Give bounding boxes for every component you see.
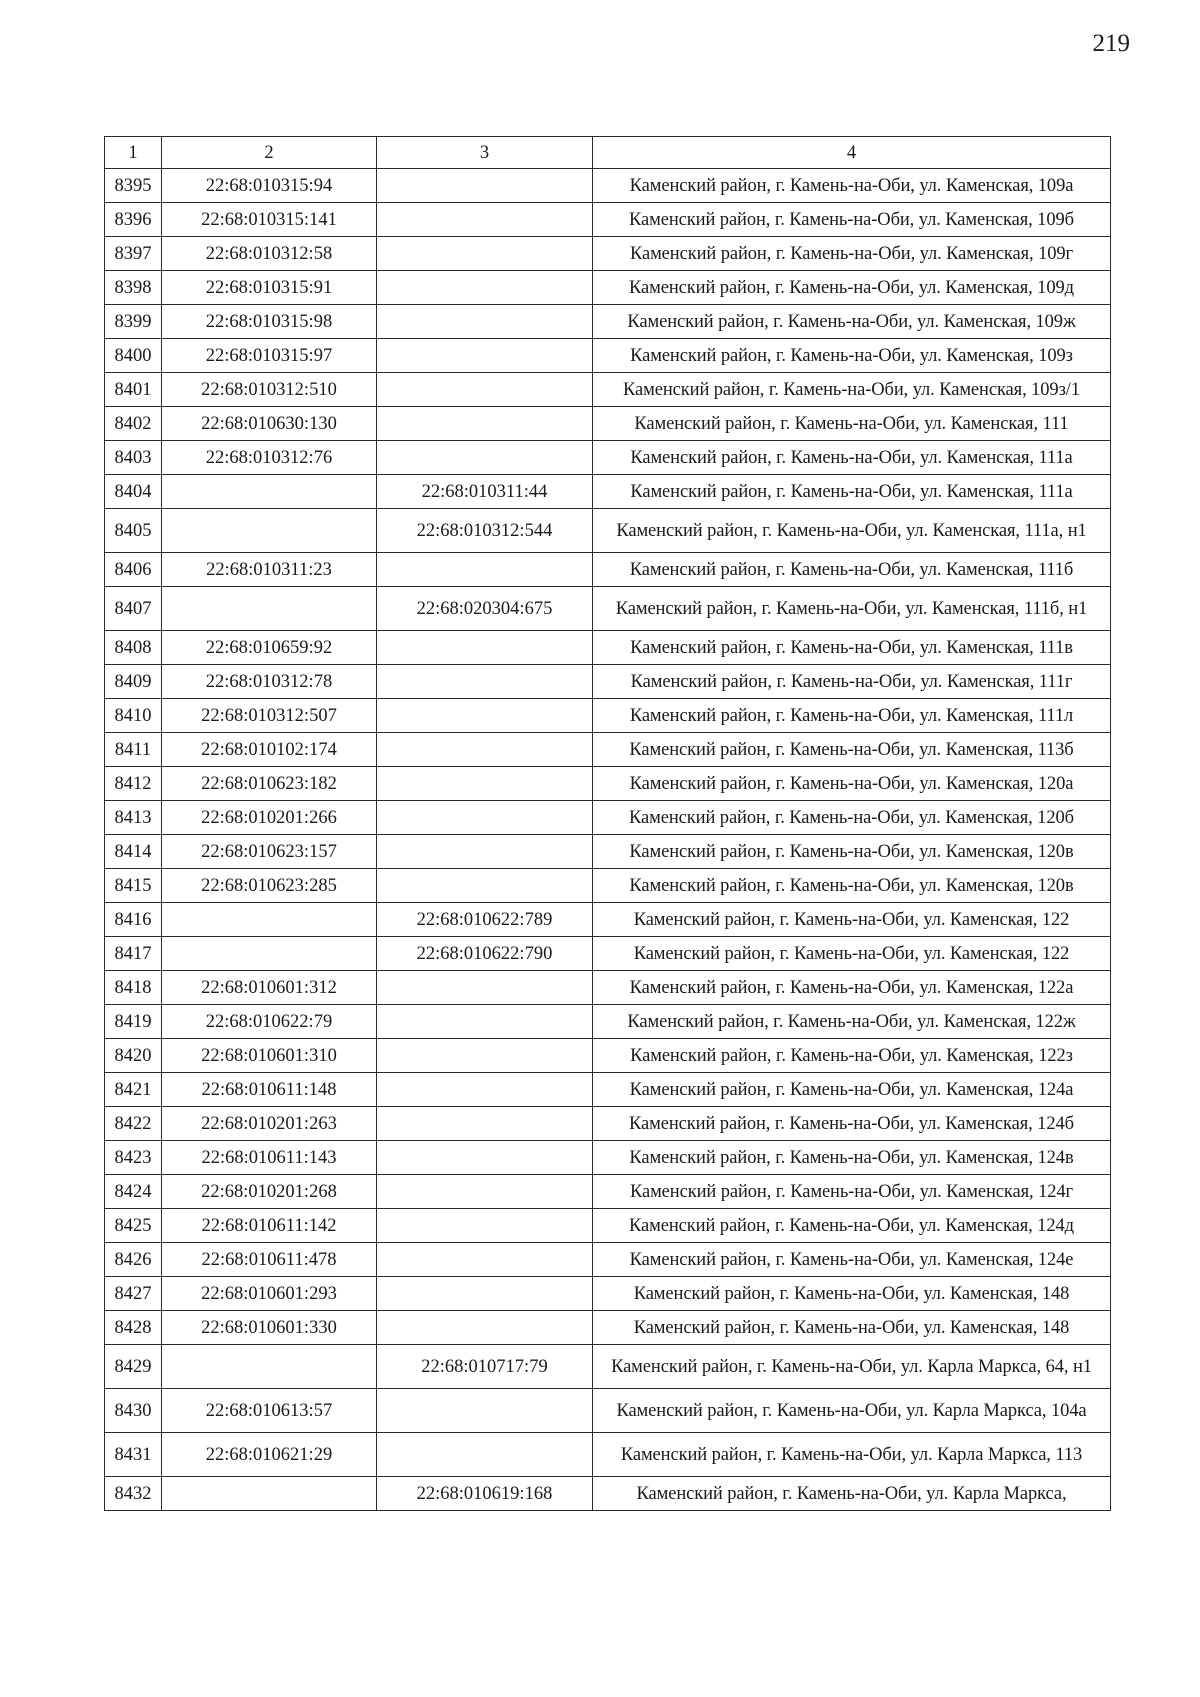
page-number: 219 [1092,30,1130,57]
row-number-cell: 8414 [105,835,162,869]
address-cell: Каменский район, г. Камень-на-Оби, ул. Каменская, 148 [593,1277,1111,1311]
row-number-cell: 8419 [105,1005,162,1039]
address-cell: Каменский район, г. Камень-на-Оби, ул. Каменская, 111г [593,665,1111,699]
row-number-cell: 8415 [105,869,162,903]
cadastral-number-alt-cell: 22:68:010717:79 [377,1345,593,1389]
row-number-cell: 8422 [105,1107,162,1141]
table-row [105,169,1111,203]
table-row [105,475,1111,509]
table-row [105,1389,1111,1433]
cadastral-number-cell: 22:68:010315:94 [162,169,377,203]
cadastral-number-alt-cell [377,169,593,203]
row-number-cell: 8429 [105,1345,162,1389]
row-number-cell: 8416 [105,903,162,937]
header-cell-4: 4 [593,137,1111,169]
table-row [105,1107,1111,1141]
cadastral-number-cell: 22:68:010312:510 [162,373,377,407]
table-row [105,835,1111,869]
address-cell: Каменский район, г. Камень-на-Оби, ул. Каменская, 122 [593,903,1111,937]
address-cell: Каменский район, г. Камень-на-Оби, ул. Каменская, 111б [593,553,1111,587]
cadastral-number-cell: 22:68:010611:478 [162,1243,377,1277]
header-cell-3: 3 [377,137,593,169]
row-number-cell: 8432 [105,1477,162,1511]
row-number-cell: 8424 [105,1175,162,1209]
address-cell: Каменский район, г. Камень-на-Оби, ул. Каменская, 111 [593,407,1111,441]
cadastral-number-cell: 22:68:010621:29 [162,1433,377,1477]
cadastral-number-cell: 22:68:010311:23 [162,553,377,587]
address-cell: Каменский район, г. Камень-на-Оби, ул. Карла Маркса, 104а [593,1389,1111,1433]
row-number-cell: 8404 [105,475,162,509]
table-row [105,971,1111,1005]
cadastral-number-alt-cell [377,553,593,587]
row-number-cell: 8425 [105,1209,162,1243]
cadastral-number-alt-cell [377,767,593,801]
cadastral-number-cell: 22:68:010201:263 [162,1107,377,1141]
cadastral-number-cell: 22:68:010611:142 [162,1209,377,1243]
address-cell: Каменский район, г. Камень-на-Оби, ул. Каменская, 122з [593,1039,1111,1073]
cadastral-number-cell: 22:68:010102:174 [162,733,377,767]
address-cell: Каменский район, г. Камень-на-Оби, ул. Каменская, 148 [593,1311,1111,1345]
cadastral-number-alt-cell [377,1141,593,1175]
cadastral-number-cell: 22:68:010315:98 [162,305,377,339]
cadastral-number-alt-cell: 22:68:020304:675 [377,587,593,631]
address-cell: Каменский район, г. Камень-на-Оби, ул. Карла Маркса, 64, н1 [593,1345,1111,1389]
row-number-cell: 8423 [105,1141,162,1175]
row-number-cell: 8431 [105,1433,162,1477]
cadastral-number-alt-cell [377,305,593,339]
cadastral-number-alt-cell [377,1243,593,1277]
table-row [105,441,1111,475]
cadastral-number-alt-cell [377,1433,593,1477]
address-cell: Каменский район, г. Камень-на-Оби, ул. Каменская, 109б [593,203,1111,237]
address-cell: Каменский район, г. Камень-на-Оби, ул. Каменская, 122 [593,937,1111,971]
cadastral-number-alt-cell [377,1073,593,1107]
cadastral-number-alt-cell [377,203,593,237]
cadastral-number-cell: 22:68:010611:148 [162,1073,377,1107]
table-row [105,733,1111,767]
table-row [105,1277,1111,1311]
address-cell: Каменский район, г. Камень-на-Оби, ул. Каменская, 111а, н1 [593,509,1111,553]
row-number-cell: 8407 [105,587,162,631]
cadastral-number-cell [162,587,377,631]
cadastral-number-cell: 22:68:010312:58 [162,237,377,271]
row-number-cell: 8401 [105,373,162,407]
header-cell-2: 2 [162,137,377,169]
address-cell: Каменский район, г. Камень-на-Оби, ул. Каменская, 122а [593,971,1111,1005]
cadastral-number-cell: 22:68:010601:293 [162,1277,377,1311]
address-cell: Каменский район, г. Камень-на-Оби, ул. Каменская, 111а [593,475,1111,509]
cadastral-number-cell: 22:68:010601:330 [162,1311,377,1345]
cadastral-number-cell: 22:68:010613:57 [162,1389,377,1433]
table-row [105,509,1111,553]
table-row [105,339,1111,373]
cadastral-number-cell: 22:68:010611:143 [162,1141,377,1175]
table-row [105,203,1111,237]
row-number-cell: 8412 [105,767,162,801]
cadastral-number-alt-cell [377,733,593,767]
cadastral-number-alt-cell [377,1209,593,1243]
address-cell: Каменский район, г. Камень-на-Оби, ул. Каменская, 124д [593,1209,1111,1243]
table-row [105,305,1111,339]
address-cell: Каменский район, г. Камень-на-Оби, ул. Карла Маркса, [593,1477,1111,1511]
row-number-cell: 8411 [105,733,162,767]
address-cell: Каменский район, г. Камень-на-Оби, ул. Каменская, 111в [593,631,1111,665]
row-number-cell: 8409 [105,665,162,699]
cadastral-number-alt-cell: 22:68:010312:544 [377,509,593,553]
table-row [105,699,1111,733]
table-row [105,587,1111,631]
row-number-cell: 8398 [105,271,162,305]
cadastral-number-cell: 22:68:010623:285 [162,869,377,903]
cadastral-number-cell [162,1345,377,1389]
table-row [105,1311,1111,1345]
address-cell: Каменский район, г. Камень-на-Оби, ул. Каменская, 109з/1 [593,373,1111,407]
address-cell: Каменский район, г. Камень-на-Оби, ул. Каменская, 113б [593,733,1111,767]
cadastral-number-alt-cell [377,1175,593,1209]
cadastral-number-alt-cell [377,869,593,903]
registry-table [104,136,1111,1511]
cadastral-number-alt-cell [377,1039,593,1073]
row-number-cell: 8410 [105,699,162,733]
address-cell: Каменский район, г. Камень-на-Оби, ул. Каменская, 109а [593,169,1111,203]
cadastral-number-alt-cell: 22:68:010622:789 [377,903,593,937]
cadastral-number-alt-cell: 22:68:010311:44 [377,475,593,509]
table-row [105,1141,1111,1175]
cadastral-number-alt-cell [377,971,593,1005]
cadastral-number-alt-cell [377,801,593,835]
table-row [105,1209,1111,1243]
row-number-cell: 8430 [105,1389,162,1433]
address-cell: Каменский район, г. Камень-на-Оби, ул. Каменская, 109з [593,339,1111,373]
table-row [105,1005,1111,1039]
address-cell: Каменский район, г. Камень-на-Оби, ул. Карла Маркса, 113 [593,1433,1111,1477]
address-cell: Каменский район, г. Камень-на-Оби, ул. Каменская, 122ж [593,1005,1111,1039]
address-cell: Каменский район, г. Камень-на-Оби, ул. Каменская, 124е [593,1243,1111,1277]
row-number-cell: 8395 [105,169,162,203]
cadastral-number-cell: 22:68:010315:97 [162,339,377,373]
address-cell: Каменский район, г. Камень-на-Оби, ул. Каменская, 109ж [593,305,1111,339]
table-row [105,1243,1111,1277]
cadastral-number-cell [162,1477,377,1511]
cadastral-number-alt-cell [377,665,593,699]
address-cell: Каменский район, г. Камень-на-Оби, ул. Каменская, 111л [593,699,1111,733]
address-cell: Каменский район, г. Камень-на-Оби, ул. Каменская, 124а [593,1073,1111,1107]
table-row [105,631,1111,665]
cadastral-number-cell [162,903,377,937]
cadastral-number-alt-cell [377,631,593,665]
row-number-cell: 8396 [105,203,162,237]
cadastral-number-alt-cell: 22:68:010619:168 [377,1477,593,1511]
cadastral-number-cell: 22:68:010623:157 [162,835,377,869]
address-cell: Каменский район, г. Камень-на-Оби, ул. Каменская, 111а [593,441,1111,475]
row-number-cell: 8408 [105,631,162,665]
cadastral-number-alt-cell: 22:68:010622:790 [377,937,593,971]
address-cell: Каменский район, г. Камень-на-Оби, ул. Каменская, 111б, н1 [593,587,1111,631]
cadastral-number-cell: 22:68:010201:268 [162,1175,377,1209]
table-row [105,1175,1111,1209]
table-row [105,553,1111,587]
table-row [105,665,1111,699]
table-row [105,801,1111,835]
cadastral-number-cell: 22:68:010201:266 [162,801,377,835]
cadastral-number-alt-cell [377,1311,593,1345]
row-number-cell: 8426 [105,1243,162,1277]
cadastral-number-alt-cell [377,699,593,733]
table-row [105,1039,1111,1073]
address-cell: Каменский район, г. Камень-на-Оби, ул. Каменская, 120б [593,801,1111,835]
row-number-cell: 8428 [105,1311,162,1345]
row-number-cell: 8406 [105,553,162,587]
table-row [105,1073,1111,1107]
table-row [105,767,1111,801]
row-number-cell: 8400 [105,339,162,373]
address-cell: Каменский район, г. Камень-на-Оби, ул. Каменская, 109д [593,271,1111,305]
table-row [105,407,1111,441]
table-row [105,237,1111,271]
cadastral-number-cell: 22:68:010630:130 [162,407,377,441]
address-cell: Каменский район, г. Камень-на-Оби, ул. Каменская, 109г [593,237,1111,271]
cadastral-number-alt-cell [377,1005,593,1039]
cadastral-number-cell: 22:68:010312:507 [162,699,377,733]
row-number-cell: 8421 [105,1073,162,1107]
cadastral-number-cell [162,509,377,553]
cadastral-number-alt-cell [377,1277,593,1311]
row-number-cell: 8417 [105,937,162,971]
cadastral-number-alt-cell [377,1107,593,1141]
table-row [105,1345,1111,1389]
address-cell: Каменский район, г. Камень-на-Оби, ул. Каменская, 120в [593,835,1111,869]
cadastral-number-cell: 22:68:010312:76 [162,441,377,475]
header-row [105,137,1111,169]
cadastral-number-cell: 22:68:010315:91 [162,271,377,305]
address-cell: Каменский район, г. Камень-на-Оби, ул. Каменская, 124в [593,1141,1111,1175]
cadastral-number-cell: 22:68:010315:141 [162,203,377,237]
cadastral-number-cell: 22:68:010623:182 [162,767,377,801]
cadastral-number-cell [162,937,377,971]
table-row [105,271,1111,305]
address-cell: Каменский район, г. Камень-на-Оби, ул. Каменская, 120а [593,767,1111,801]
row-number-cell: 8420 [105,1039,162,1073]
address-cell: Каменский район, г. Камень-на-Оби, ул. Каменская, 124г [593,1175,1111,1209]
table-row [105,903,1111,937]
table-row [105,373,1111,407]
cadastral-number-cell [162,475,377,509]
table-row [105,869,1111,903]
cadastral-number-cell: 22:68:010659:92 [162,631,377,665]
table-body [105,169,1111,1511]
table-row [105,1433,1111,1477]
cadastral-number-alt-cell [377,1389,593,1433]
table-row [105,937,1111,971]
cadastral-number-alt-cell [377,373,593,407]
cadastral-number-cell: 22:68:010312:78 [162,665,377,699]
row-number-cell: 8405 [105,509,162,553]
row-number-cell: 8427 [105,1277,162,1311]
cadastral-number-cell: 22:68:010601:312 [162,971,377,1005]
cadastral-number-alt-cell [377,237,593,271]
address-cell: Каменский район, г. Камень-на-Оби, ул. Каменская, 124б [593,1107,1111,1141]
table-header [105,137,1111,169]
row-number-cell: 8397 [105,237,162,271]
row-number-cell: 8413 [105,801,162,835]
cadastral-number-alt-cell [377,441,593,475]
row-number-cell: 8399 [105,305,162,339]
cadastral-number-alt-cell [377,271,593,305]
row-number-cell: 8403 [105,441,162,475]
cadastral-number-alt-cell [377,339,593,373]
cadastral-number-alt-cell [377,835,593,869]
cadastral-number-cell: 22:68:010622:79 [162,1005,377,1039]
cadastral-number-alt-cell [377,407,593,441]
address-cell: Каменский район, г. Камень-на-Оби, ул. Каменская, 120в [593,869,1111,903]
header-cell-1: 1 [105,137,162,169]
row-number-cell: 8418 [105,971,162,1005]
row-number-cell: 8402 [105,407,162,441]
cadastral-number-cell: 22:68:010601:310 [162,1039,377,1073]
table-row [105,1477,1111,1511]
